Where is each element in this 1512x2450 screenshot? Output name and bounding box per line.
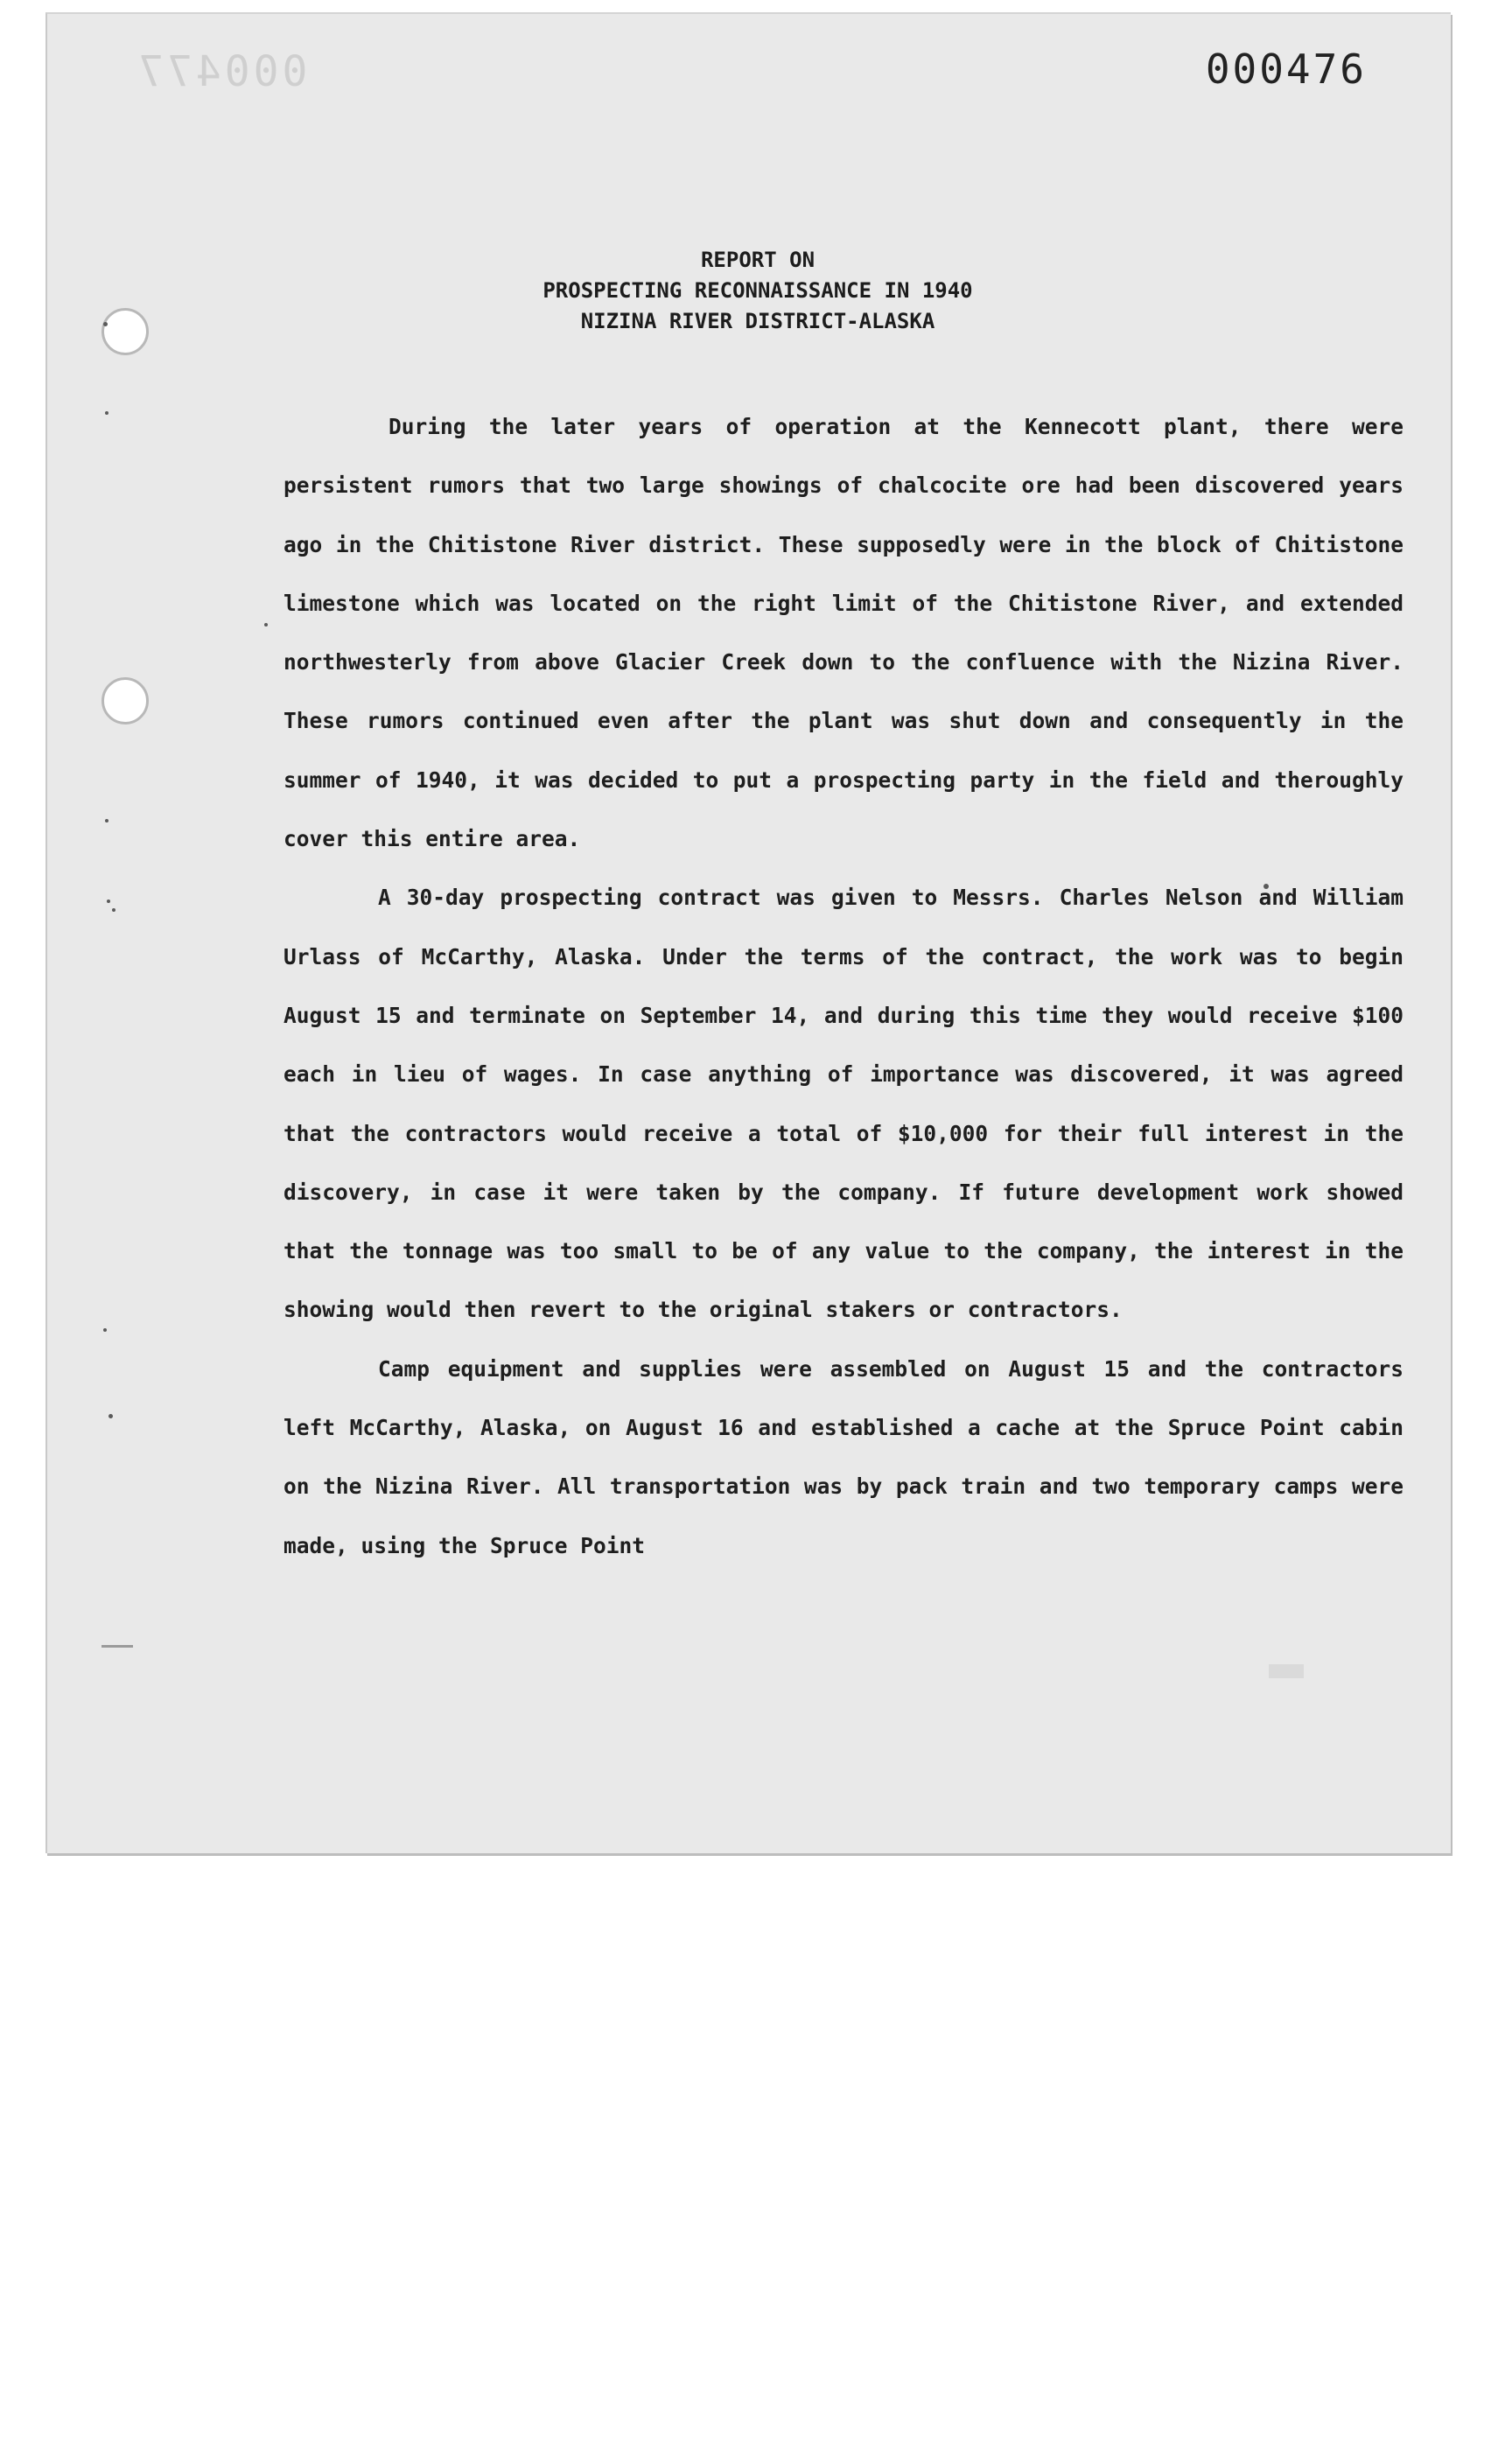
report-heading	[47, 245, 1451, 337]
scan-speck	[112, 908, 116, 912]
heading-line-3: NIZINA RIVER DISTRICT-ALASKA	[580, 309, 935, 333]
scan-speck	[264, 623, 268, 626]
scan-speck	[107, 900, 110, 903]
faint-mark	[1269, 1664, 1304, 1678]
paragraph-3: Camp equipment and supplies were assembled on August 15 and the contractors left McCarthy, Alaska, on August 16 and established a cache at the Spruce Point cabin on the Nizina River. All transportation was by pack train and two temporary camps were made, using the Spruce Point	[284, 1355, 1404, 1558]
heading-line-1: REPORT ON	[700, 248, 816, 272]
bleed-through-page-number: 000477	[135, 47, 308, 96]
page-number: 000476	[1205, 46, 1367, 93]
scan-speck	[108, 1414, 113, 1418]
margin-dash-mark	[102, 1645, 133, 1648]
punch-hole-bottom	[102, 677, 149, 724]
scan-speck	[103, 1328, 107, 1332]
scan-speck	[105, 819, 108, 822]
paragraph-2: A 30-day prospecting contract was given to Messrs. Charles Nelson and William Urlass of McCarthy, Alaska. Under the terms of the contract, the work was to begin August 15 and terminate on September 14, and during this time they would receive $100 each in lieu of wages. In case anything of importance was discovered, it was agreed that the contractors would receive a total of $10,000 for their full interest in the discovery, in case it were taken by the company. If future development work showed that the tonnage was too small to be of any value to the company, the interest in the showing would then revert to the original stakers or contractors.	[284, 885, 1404, 1323]
report-body	[284, 397, 1404, 1575]
document-sheet	[46, 12, 1451, 1853]
heading-line-2: PROSPECTING RECONNAISSANCE IN 1940	[542, 278, 973, 303]
paragraph-1: During the later years of operation at the Kennecott plant, there were persistent rumors that two large showings of chalcocite ore had been discovered years ago in the Chitistone River district. These supposedly were in the block of Chitistone limestone which was located on the right limit of the Chitistone River, and extended northwesterly from above Glacier Creek down to the confluence with the Nizina River. These rumors continued even after the plant was shut down and consequently in the summer of 1940, it was decided to put a prospecting party in the field and theroughly cover this entire area.	[284, 414, 1404, 852]
scan-speck	[105, 411, 108, 415]
